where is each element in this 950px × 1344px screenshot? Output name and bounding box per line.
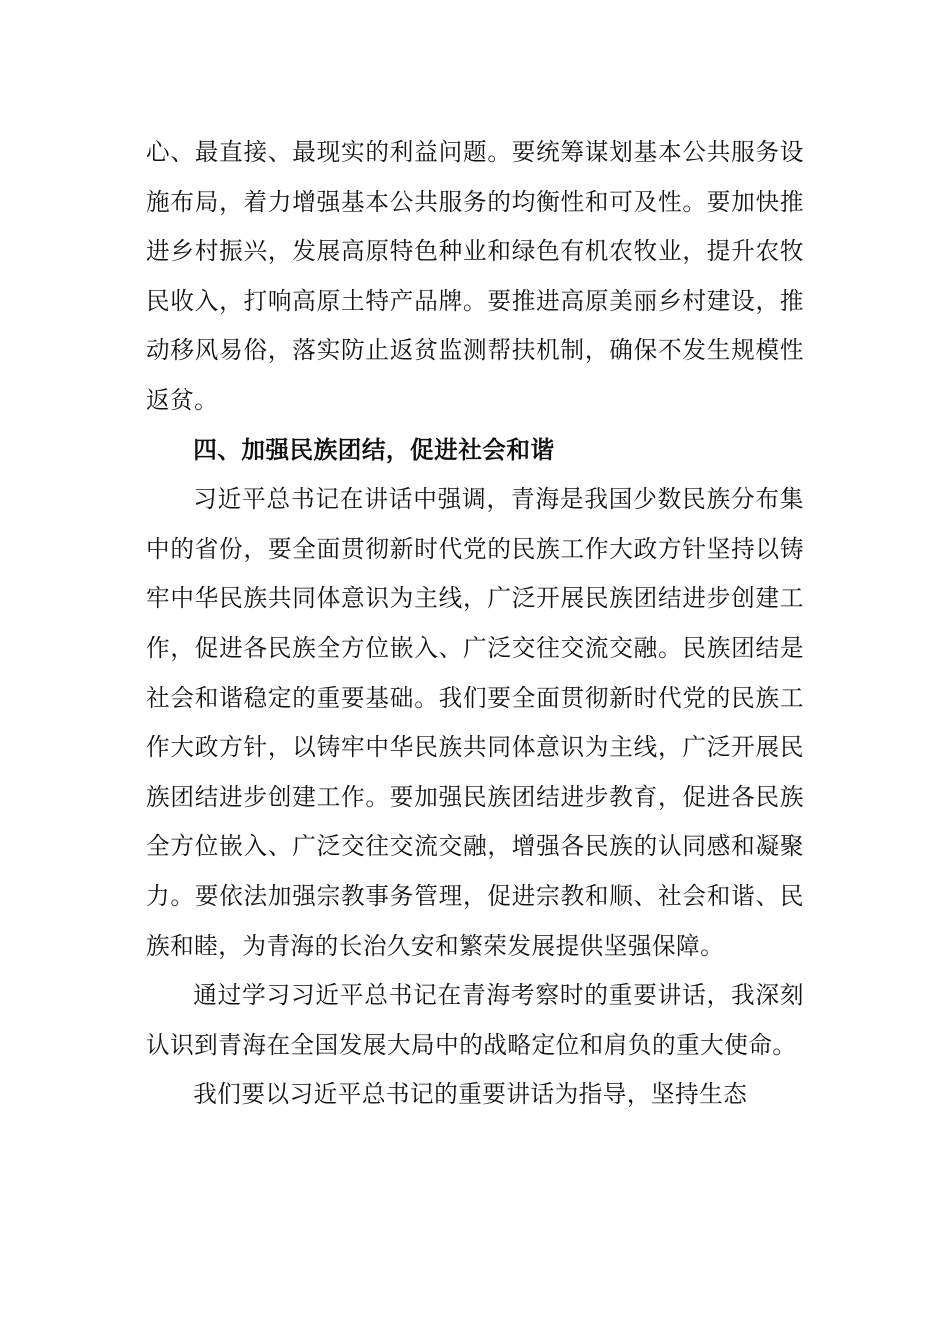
paragraph-ethnic-unity: 习近平总书记在讲话中强调，青海是我国少数民族分布集中的省份，要全面贯彻新时代党的民族工作大政方针坚持以铸牢中华民族共同体意识为主线，广泛开展民族团结进步创建工作，促进各民族全方位嵌入、广泛交往交流交融。民族团结是社会和谐稳定的重要基础。我们要全面贯彻新时代党的民族工作大政方针，以铸牢中华民族共同体意识为主线，广泛开展民族团结进步创建工作。要加强民族团结进步教育，促进各民族全方位嵌入、广泛交往交流交融，增强各民族的认同感和凝聚力。要依法加强宗教事务管理，促进宗教和顺、社会和谐、民族和睦，为青海的长治久安和繁荣发展提供坚强保障。 xyxy=(146,485,804,960)
paragraph-continued: 心、最直接、最现实的利益问题。要统筹谋划基本公共服务设施布局，着力增强基本公共服务的均衡性和可及性。要加快推进乡村振兴，发展高原特色种业和绿色有机农牧业，提升农牧民收入，打响高原土特产品牌。要推进高原美丽乡村建设，推动移风易俗，落实防止返贫监测帮扶机制，确保不发生规模性返贫。 xyxy=(146,138,804,414)
section-heading-4: 四、加强民族团结，促进社会和谐 xyxy=(193,435,555,464)
paragraph-reflection: 通过学习习近平总书记在青海考察时的重要讲话，我深刻认识到青海在全国发展大局中的战略定位和肩负的重大使命。 xyxy=(146,981,804,1059)
document-body xyxy=(146,128,804,1120)
paragraph-guidance: 我们要以习近平总书记的重要讲话为指导，坚持生态 xyxy=(193,1080,748,1109)
